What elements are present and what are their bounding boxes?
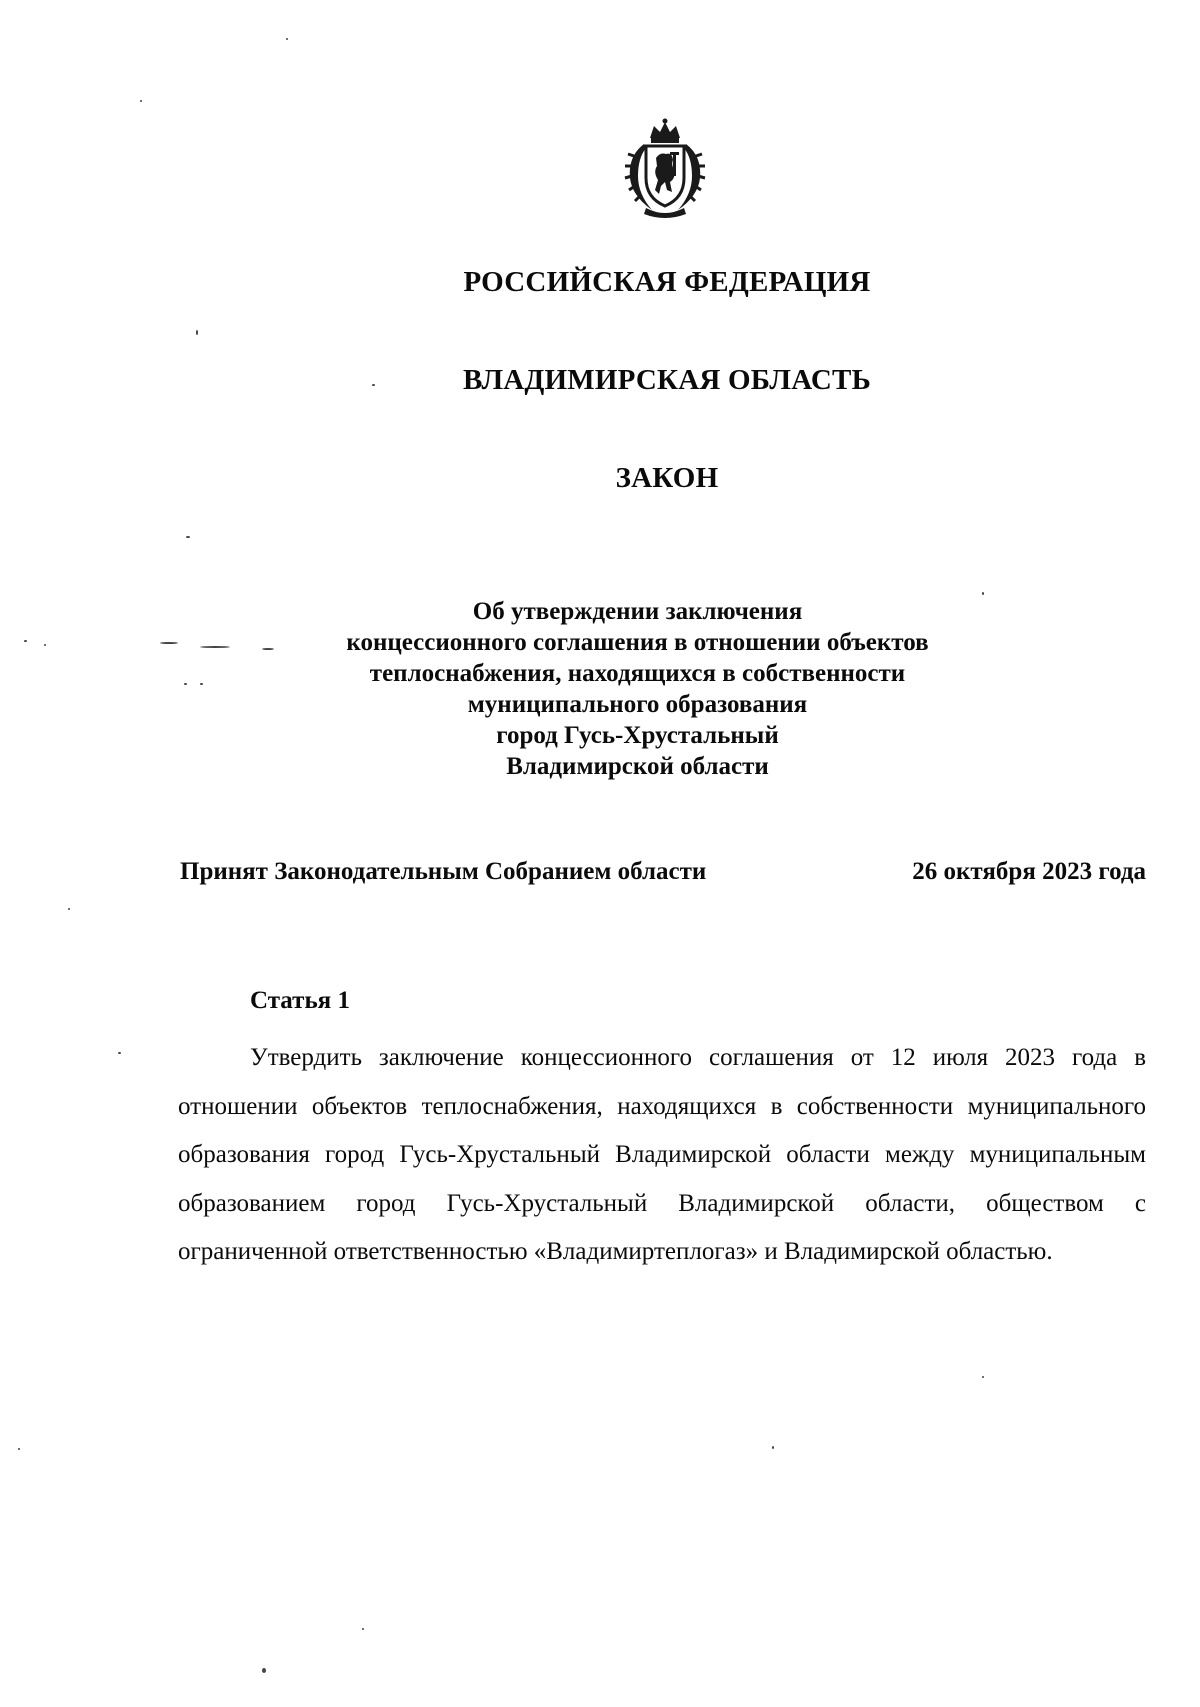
law-title-line: концессионного соглашения в отношении объектов [346, 629, 929, 656]
adopted-by-text: Принят Законодательным Собранием области [180, 858, 707, 885]
country-heading: РОССИЙСКАЯ ФЕДЕРАЦИЯ [463, 266, 871, 298]
law-title-line: теплоснабжения, находящихся в собственности [369, 660, 906, 687]
law-title-line: Об утверждении заключения [472, 598, 803, 625]
law-title-line: Владимирской области [506, 753, 769, 780]
adoption-date: 26 октября 2023 года [912, 858, 1146, 885]
document-type-heading: ЗАКОН [615, 462, 719, 494]
article-heading: Статья 1 [250, 987, 350, 1014]
article-text: Утвердить заключение концессионного соглашения от 12 июля 2023 года в отношении объектов теплоснабжения, находящихся в собственности муниципального образования город Гусь-Хрустальный Владимирской области между муниципальным образованием город Гусь-Хрустальный Владимирской области, обществом с ограниченной ответственностью «Владимиртеплогаз» и Владимирской областью. [178, 1044, 1146, 1265]
coat-of-arms-icon [616, 116, 714, 220]
law-title-line: муниципального образования [467, 691, 808, 718]
law-title [240, 596, 1035, 782]
region-heading: ВЛАДИМИРСКАЯ ОБЛАСТЬ [463, 364, 871, 396]
law-title-line: город Гусь-Хрустальный [496, 722, 779, 749]
